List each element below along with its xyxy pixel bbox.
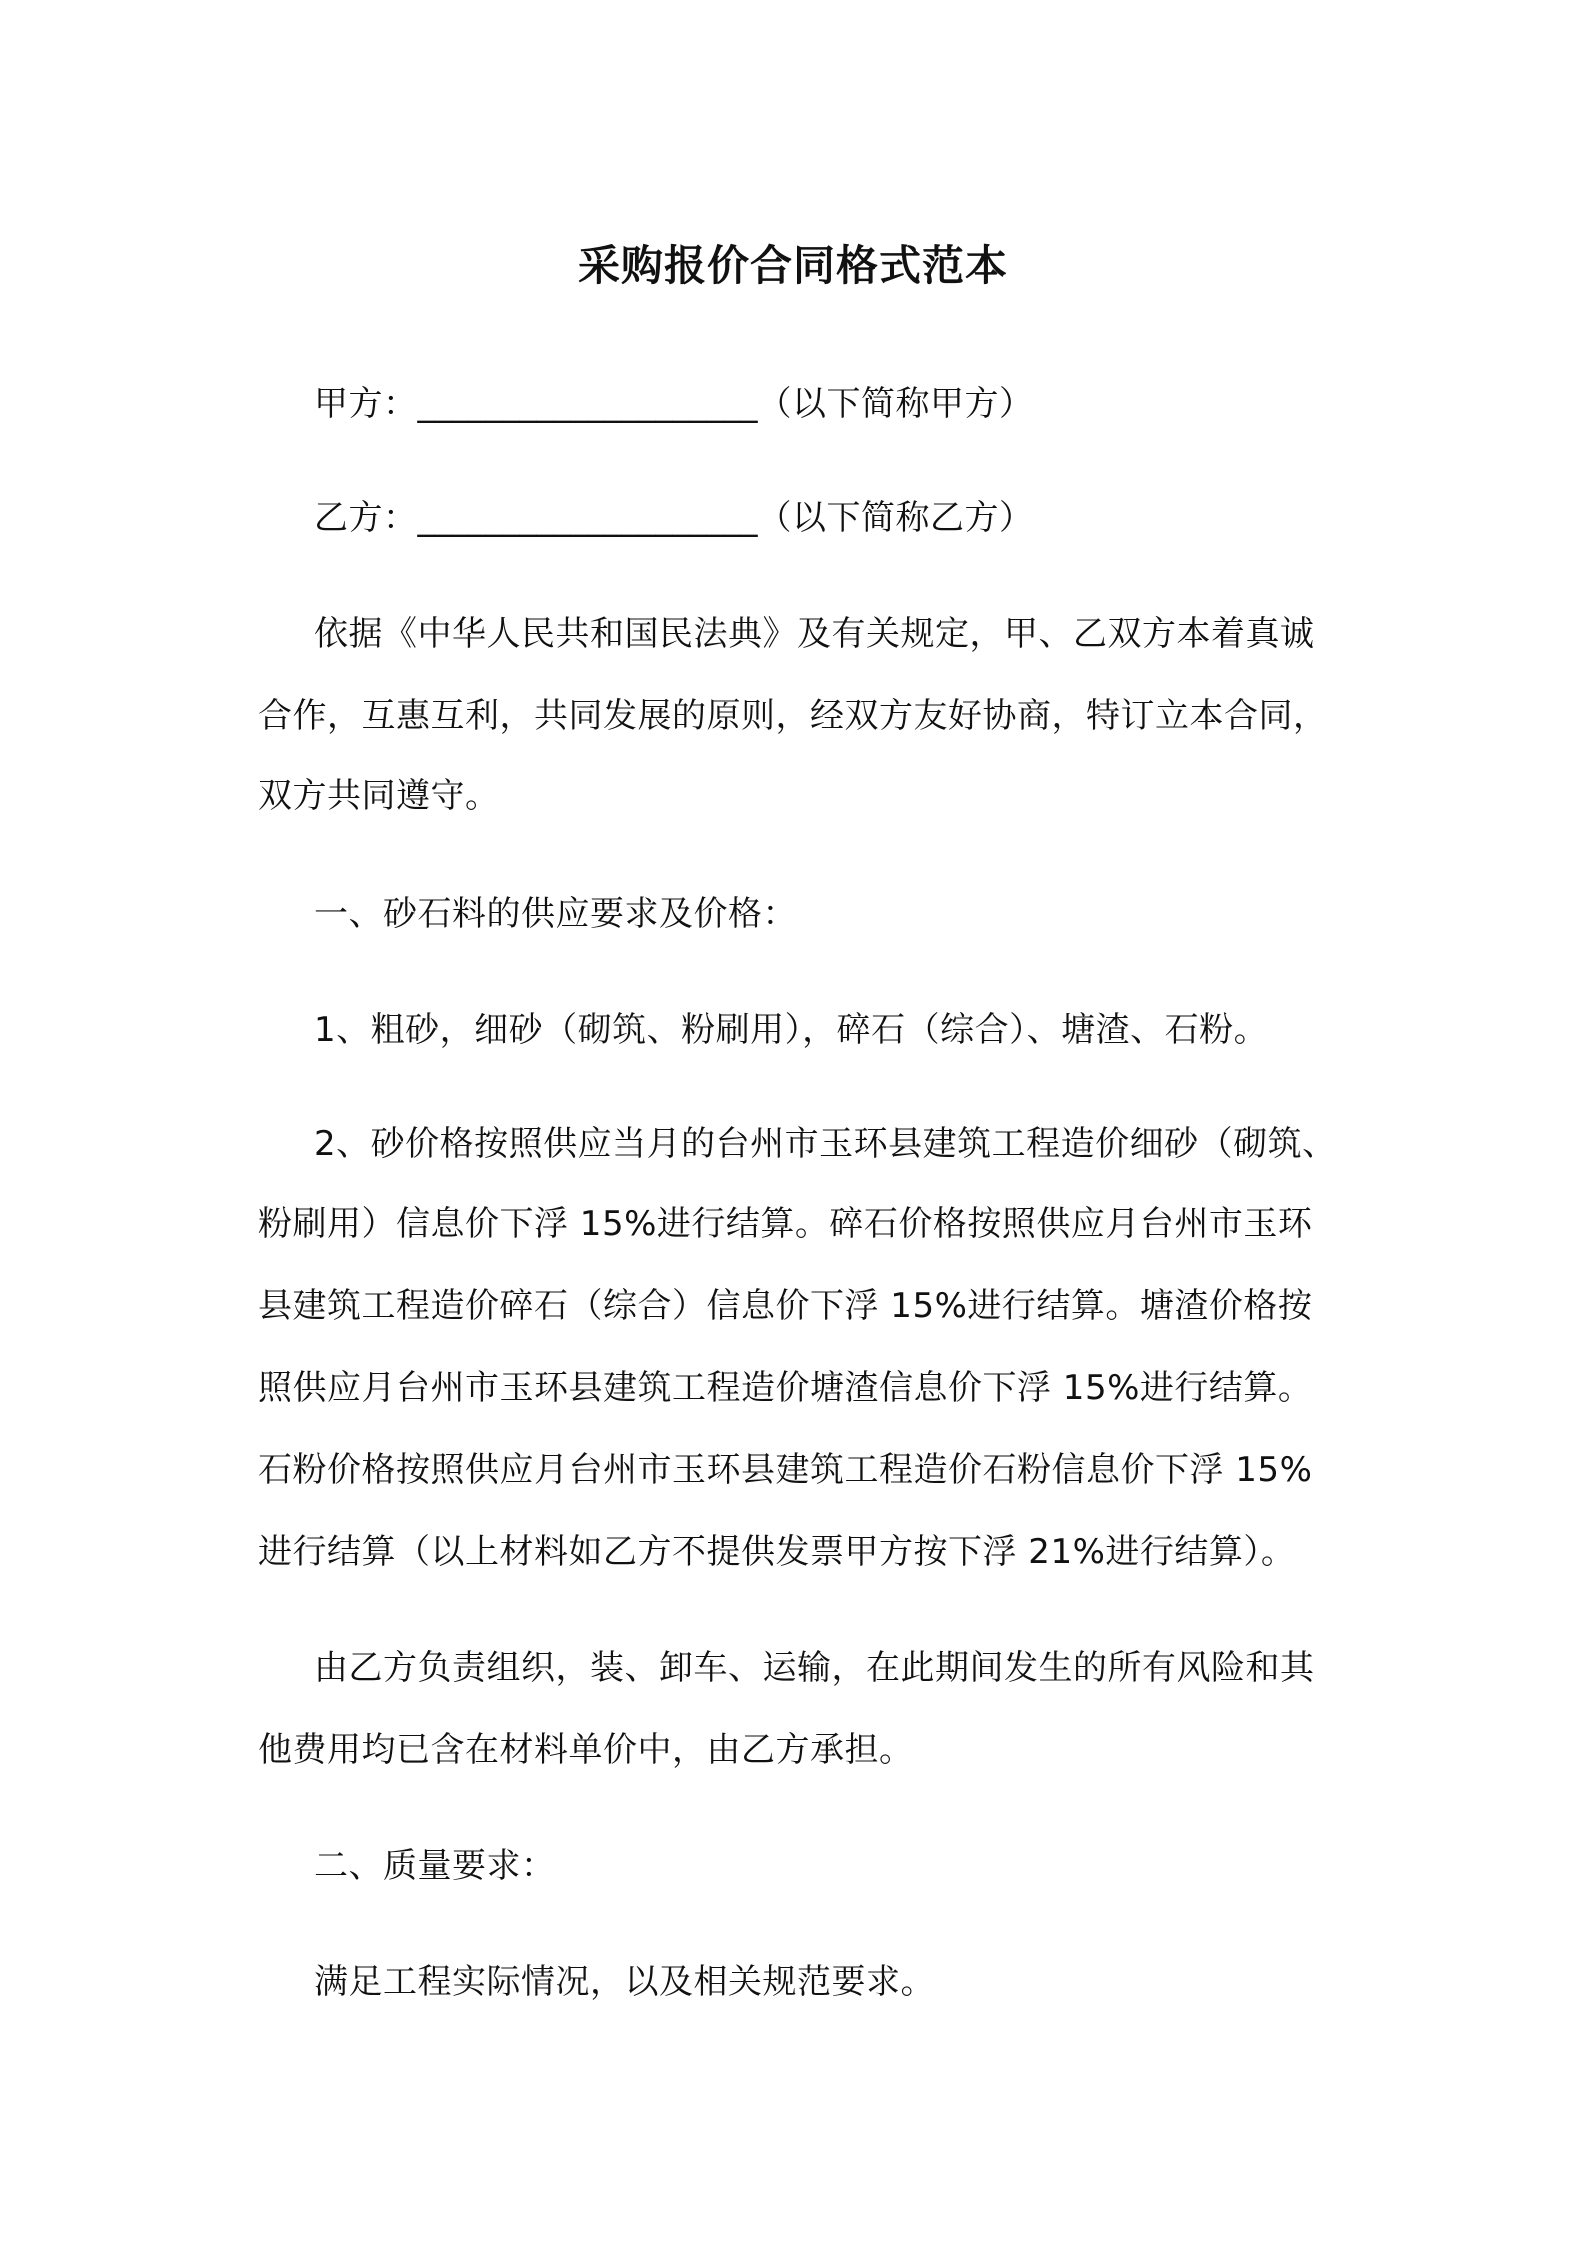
item2-line-5: 石粉价格按照供应月台州市玉环县建筑工程造价石粉信息价下浮 15% [258,1450,1313,1490]
item2-line-4: 照供应月台州市玉环县建筑工程造价塘渣信息价下浮 15%进行结算。 [258,1368,1313,1408]
item2-line-2: 粉刷用）信息价下浮 15%进行结算。碎石价格按照供应月台州市玉环 [258,1204,1313,1244]
party-b-label: 乙方： [314,498,418,538]
item2-line-1: 2、砂价格按照供应当月的台州市玉环县建筑工程造价细砂（砌筑、 [314,1124,1337,1164]
section2-heading: 二、质量要求： [314,1846,556,1886]
item1-text: 1、粗砂，细砂（砌筑、粉刷用），碎石（综合）、塘渣、石粉。 [314,1010,1269,1050]
party-a-blank: ____________________ [417,384,758,424]
responsibility-line-2: 他费用均已含在材料单价中，由乙方承担。 [258,1730,914,1770]
item2-line-6: 进行结算（以上材料如乙方不提供发票甲方按下浮 21%进行结算）。 [258,1532,1296,1572]
responsibility-line-1: 由乙方负责组织，装、卸车、运输，在此期间发生的所有风险和其 [314,1648,1315,1688]
intro-line-1: 依据《中华人民共和国民法典》及有关规定，甲、乙双方本着真诚 [314,614,1315,654]
party-a-label: 甲方： [314,384,418,424]
intro-line-3: 双方共同遵守。 [258,776,500,816]
party-a-suffix: （以下简称甲方） [757,384,1034,424]
party-b-suffix: （以下简称乙方） [757,498,1034,538]
intro-line-2: 合作，互惠互利，共同发展的原则，经双方友好协商，特订立本合同， [258,696,1328,736]
item2-line-3: 县建筑工程造价碎石（综合）信息价下浮 15%进行结算。塘渣价格按 [258,1286,1313,1326]
party-b-line [314,494,1034,542]
quality-text: 满足工程实际情况，以及相关规范要求。 [314,1962,935,2002]
party-a-line [314,380,1034,428]
document-title: 采购报价合同格式范本 [577,241,1008,290]
section1-heading: 一、砂石料的供应要求及价格： [314,894,797,934]
party-b-blank: ____________________ [417,498,758,538]
